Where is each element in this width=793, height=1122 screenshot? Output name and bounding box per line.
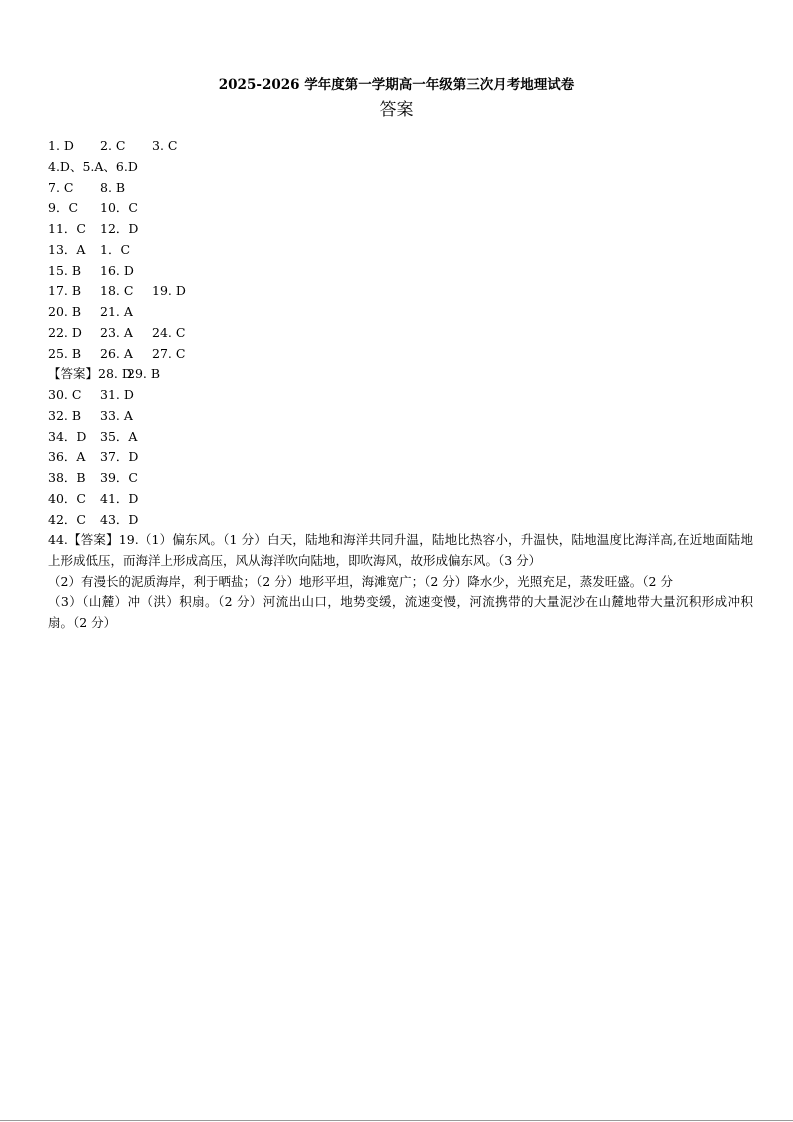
answer-row xyxy=(48,240,758,261)
answer-item: 27. C xyxy=(152,345,186,361)
answer-row xyxy=(48,364,758,385)
answer-item: 24. C xyxy=(152,324,186,340)
answer-row xyxy=(48,281,758,302)
answer-row xyxy=(48,157,758,178)
answer-item: 43．D xyxy=(100,511,139,527)
answer-row xyxy=(48,302,758,323)
answer-item: 29. B xyxy=(127,366,161,382)
answer-item: 4.D、5.A、6.D xyxy=(48,158,138,174)
answer-item: 31. D xyxy=(100,387,134,402)
essay-paragraph-1: 44.【答案】19.（1）偏东风。（1 分）白天，陆地和海洋共同升温，陆地比热容小，升温快，陆地温度比海洋高,在近地面陆地上形成低压，而海洋上形成高压，风从海洋吹向陆地，即吹海风，故形成偏东风。（3 分） xyxy=(48,532,753,568)
answer-item: 22. D xyxy=(48,324,82,340)
answer-item: 32. B xyxy=(48,407,82,423)
answer-item: 35．A xyxy=(100,428,138,444)
page-title: 2025-2026 学年度第一学期高一年级第三次月考地理试卷 xyxy=(218,77,575,93)
answer-item: 36．A xyxy=(48,449,86,465)
page-bottom-rule xyxy=(0,1120,793,1121)
answer-row xyxy=(48,510,758,531)
answer-item: 2. C xyxy=(100,138,126,153)
essay-paragraph-2: （2）有漫长的泥质海岸，利于晒盐；（2 分）地形平坦，海滩宽广；（2 分）降水少，光照充足，蒸发旺盛。（2 分 xyxy=(48,573,673,589)
answer-row xyxy=(48,198,758,219)
essay-paragraph-3: （3）（山麓）冲（洪）积扇。（2 分）河流出山口，地势变缓，流速变慢，河流携带的大量泥沙在山麓地带大量沉积形成冲积扇。（2 分） xyxy=(48,594,753,631)
answer-item: 16. D xyxy=(100,262,134,278)
answer-item: 12．D xyxy=(100,221,139,236)
answer-row xyxy=(48,489,758,510)
answer-item: 15. B xyxy=(48,262,82,278)
answer-row xyxy=(48,136,758,157)
answer-row xyxy=(48,406,758,427)
answer-row xyxy=(48,385,758,406)
answer-item: 23. A xyxy=(100,324,133,340)
answer-row xyxy=(48,468,758,489)
answer-item: 20. B xyxy=(48,304,82,319)
answer-item: 【答案】28. D xyxy=(48,366,132,382)
answer-item: 1. D xyxy=(48,138,74,153)
answer-item: 25. B xyxy=(48,345,82,361)
answer-item: 42．C xyxy=(48,511,86,527)
answer-item: 30. C xyxy=(48,387,82,402)
answer-list xyxy=(48,136,758,530)
answer-row xyxy=(48,427,758,448)
answer-item: 11．C xyxy=(48,221,86,236)
answer-item: 40．C xyxy=(48,490,86,506)
answer-row xyxy=(48,447,758,468)
answer-item: 26. A xyxy=(100,345,133,361)
answer-row xyxy=(48,219,758,240)
answer-item: 37．D xyxy=(100,449,139,465)
answer-item: 19. D xyxy=(152,283,186,299)
answer-item: 17. B xyxy=(48,283,82,299)
answer-item: 10．C xyxy=(100,200,138,216)
answer-row xyxy=(48,344,758,365)
answer-item: 9．C xyxy=(48,200,79,216)
answer-item: 13．A xyxy=(48,241,86,257)
answer-item: 34．D xyxy=(48,428,87,444)
answer-item: 3. C xyxy=(152,138,178,153)
answer-item: 33. A xyxy=(100,407,133,423)
answer-item: 39．C xyxy=(100,470,138,485)
answer-item: 8. B xyxy=(100,179,126,195)
essay-answers xyxy=(48,530,753,634)
answer-item: 38．B xyxy=(48,470,86,485)
answer-item: 21. A xyxy=(100,304,133,319)
answer-row xyxy=(48,323,758,344)
answer-row xyxy=(48,178,758,199)
answer-row xyxy=(48,261,758,282)
answer-item: 18. C xyxy=(100,283,134,299)
page-subtitle: 答案 xyxy=(379,100,414,120)
answer-item: 1．C xyxy=(100,241,131,257)
answer-item: 41．D xyxy=(100,490,139,506)
answer-item: 7. C xyxy=(48,179,74,195)
